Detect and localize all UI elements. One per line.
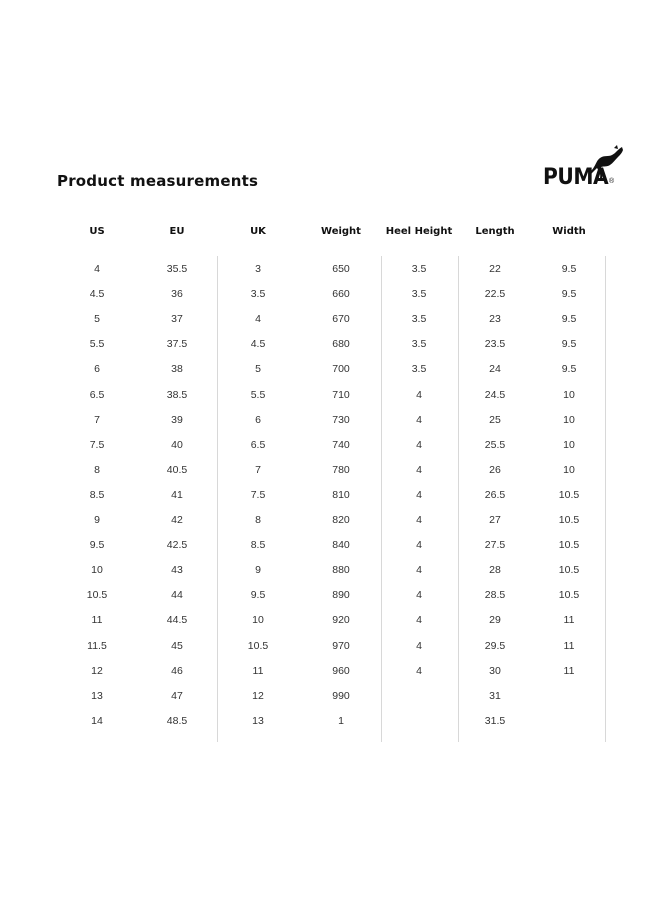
table-cell: 5 — [94, 313, 100, 326]
table-cell: 28.5 — [484, 589, 506, 602]
table-cell: 10 — [563, 463, 575, 476]
table-cell: 3.5 — [250, 288, 266, 301]
table-cell: 650 — [332, 263, 350, 275]
table-cell: 740 — [332, 438, 350, 451]
table-cell: 30 — [489, 664, 501, 677]
table-cell: 22 — [489, 263, 501, 275]
table-cell: 4 — [416, 388, 422, 401]
table-cell: 9.5 — [89, 539, 105, 552]
table-cell: 26 — [489, 463, 501, 476]
table-cell: 4 — [416, 438, 422, 451]
table-cell: 10.5 — [558, 539, 580, 552]
column-divider — [217, 256, 218, 742]
table-cell: 41 — [171, 488, 183, 501]
table-cell: 43 — [171, 564, 183, 577]
table-cell: 36 — [171, 288, 183, 301]
table-cell: 9.5 — [561, 313, 577, 326]
table-cell: 46 — [171, 664, 183, 677]
table-cell: 40.5 — [166, 463, 188, 476]
table-cell: 25.5 — [484, 438, 506, 451]
table-cell: 11.5 — [87, 639, 107, 652]
table-cell: 730 — [332, 413, 350, 426]
column-header: Length — [475, 226, 515, 237]
table-cell: 39 — [171, 413, 183, 426]
table-cell: 990 — [332, 689, 350, 702]
table-cell: 700 — [332, 363, 350, 376]
table-cell: 6.5 — [89, 388, 105, 401]
table-cell: 7 — [94, 413, 100, 426]
table-cell: 9.5 — [250, 589, 266, 602]
table-cell: 12 — [91, 664, 103, 677]
table-cell: 42.5 — [166, 539, 188, 552]
column-header: Weight — [321, 226, 361, 237]
table-cell: 24.5 — [484, 388, 506, 401]
table-cell: 11 — [91, 614, 103, 627]
table-cell: 4 — [416, 639, 422, 652]
table-cell: 10.5 — [558, 589, 580, 602]
table-cell: 28 — [489, 564, 501, 577]
table-cell: 840 — [332, 539, 350, 552]
table-cell: 9.5 — [561, 363, 577, 376]
table-cell: 13 — [91, 689, 103, 702]
table-cell: 12 — [252, 689, 264, 702]
column-header: US — [89, 226, 105, 237]
table-cell: 24 — [489, 363, 501, 376]
table-cell: 3.5 — [411, 363, 427, 376]
table-cell: 8.5 — [89, 488, 105, 501]
table-cell: 40 — [171, 438, 183, 451]
table-cell: 4 — [416, 488, 422, 501]
table-cell: 14 — [91, 714, 103, 727]
table-cell: 3.5 — [411, 263, 427, 275]
table-cell: 9 — [94, 514, 100, 526]
table-cell: 6 — [94, 363, 100, 376]
table-cell: 47 — [171, 689, 183, 702]
table-cell: 1 — [338, 714, 344, 727]
table-cell: 6.5 — [250, 438, 266, 451]
table-cell: 780 — [332, 463, 350, 476]
table-cell: 970 — [332, 639, 350, 652]
table-cell: 10 — [252, 614, 264, 627]
table-cell: 920 — [332, 614, 350, 627]
table-cell: 4 — [416, 589, 422, 602]
table-cell: 10 — [563, 388, 575, 401]
table-cell: 820 — [332, 514, 350, 526]
column-header: UK — [250, 226, 266, 237]
table-cell: 48.5 — [166, 714, 188, 727]
table-cell: 670 — [332, 313, 350, 326]
table-cell: 23.5 — [484, 338, 506, 351]
table-cell: 4.5 — [89, 288, 105, 301]
table-cell: 13 — [252, 714, 264, 727]
table-cell: 38 — [171, 363, 183, 376]
table-cell: 660 — [332, 288, 350, 301]
registered-mark: ® — [609, 178, 615, 185]
table-cell: 6 — [255, 413, 261, 426]
table-cell: 44 — [171, 589, 183, 602]
table-cell: 22.5 — [484, 288, 506, 301]
table-cell: 11 — [563, 664, 575, 677]
table-cell: 960 — [332, 664, 350, 677]
table-cell: 23 — [489, 313, 501, 326]
table-cell: 27 — [489, 514, 501, 526]
table-cell: 9.5 — [561, 288, 577, 301]
table-cell: 31.5 — [484, 714, 506, 727]
brand-wordmark: PUMA — [543, 165, 609, 190]
page-title: Product measurements — [57, 172, 259, 190]
table-cell: 4 — [255, 313, 261, 326]
table-cell: 3.5 — [411, 338, 427, 351]
table-cell: 4 — [416, 413, 422, 426]
table-cell: 5.5 — [89, 338, 105, 351]
table-cell: 3.5 — [411, 288, 427, 301]
table-cell: 42 — [171, 514, 183, 526]
column-divider — [458, 256, 459, 742]
table-cell: 10.5 — [247, 639, 269, 652]
table-cell: 890 — [332, 589, 350, 602]
table-cell: 4 — [416, 539, 422, 552]
table-cell: 11 — [252, 664, 264, 677]
table-cell: 10 — [91, 564, 103, 577]
column-divider — [605, 256, 606, 742]
column-divider — [381, 256, 382, 742]
table-cell: 29.5 — [484, 639, 506, 652]
table-cell: 9.5 — [561, 338, 577, 351]
table-cell: 7.5 — [250, 488, 266, 501]
column-header: Heel Height — [385, 226, 453, 237]
table-cell: 31 — [489, 689, 501, 702]
table-cell: 4 — [94, 263, 100, 275]
table-cell: 11 — [563, 614, 575, 627]
table-cell: 880 — [332, 564, 350, 577]
table-cell: 4 — [416, 514, 422, 526]
table-cell: 9.5 — [561, 263, 577, 275]
table-cell: 8.5 — [250, 539, 266, 552]
column-header: Width — [552, 226, 586, 237]
table-cell: 3.5 — [411, 313, 427, 326]
table-cell: 10 — [563, 413, 575, 426]
table-cell: 25 — [489, 413, 501, 426]
table-cell: 44.5 — [166, 614, 188, 627]
table-cell: 4 — [416, 614, 422, 627]
table-cell: 710 — [332, 388, 350, 401]
table-cell: 11 — [563, 639, 575, 652]
table-cell: 810 — [332, 488, 350, 501]
table-cell: 9 — [255, 564, 261, 577]
table-cell: 4 — [416, 664, 422, 677]
table-cell: 45 — [171, 639, 183, 652]
table-cell: 4.5 — [250, 338, 266, 351]
table-cell: 10 — [563, 438, 575, 451]
table-cell: 5.5 — [250, 388, 266, 401]
table-cell: 8 — [255, 514, 261, 526]
table-cell: 3 — [255, 263, 261, 275]
column-header: EU — [169, 226, 185, 237]
table-cell: 27.5 — [484, 539, 506, 552]
table-cell: 4 — [416, 463, 422, 476]
table-cell: 37.5 — [166, 338, 188, 351]
table-cell: 7 — [255, 463, 261, 476]
table-cell: 5 — [255, 363, 261, 376]
table-cell: 4 — [416, 564, 422, 577]
table-cell: 29 — [489, 614, 501, 627]
table-cell: 38.5 — [166, 388, 188, 401]
table-cell: 7.5 — [89, 438, 105, 451]
table-cell: 10.5 — [558, 514, 580, 526]
table-cell: 35.5 — [166, 263, 188, 275]
table-cell: 680 — [332, 338, 350, 351]
table-cell: 10.5 — [558, 488, 580, 501]
table-cell: 10.5 — [86, 589, 108, 602]
table-cell: 26.5 — [484, 488, 506, 501]
table-cell: 8 — [94, 463, 100, 476]
table-cell: 37 — [171, 313, 183, 326]
table-cell: 10.5 — [558, 564, 580, 577]
